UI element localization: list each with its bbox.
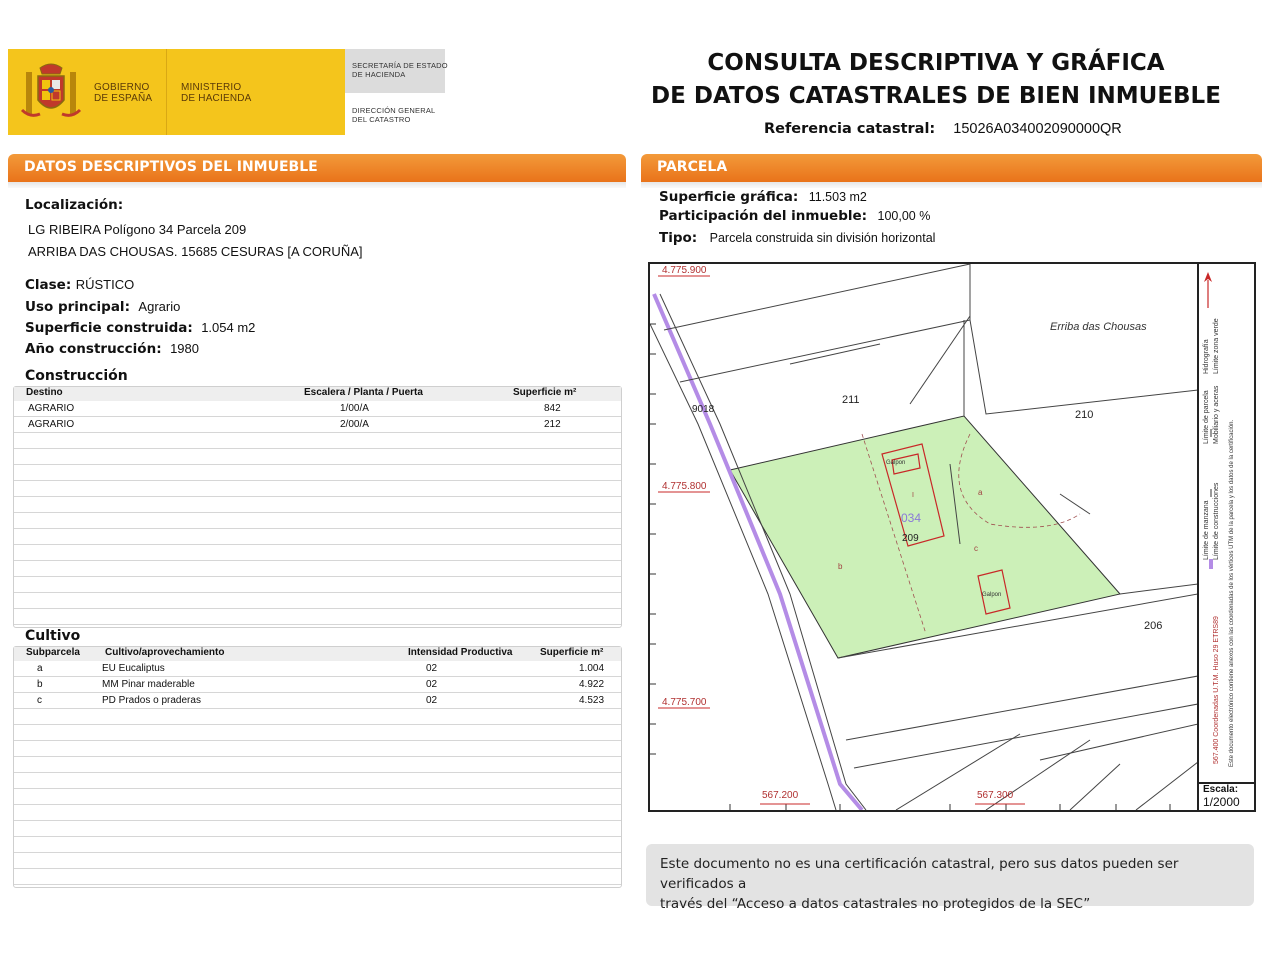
building-label: Galpon <box>982 592 1002 598</box>
gobierno-label <box>94 82 152 104</box>
participacion-row <box>659 207 930 225</box>
page-title-line2: DE DATOS CATASTRALES DE BIEN INMUEBLE <box>651 83 1221 109</box>
empty-row <box>14 853 621 869</box>
cell-subparcela: c <box>37 695 42 706</box>
table-row <box>14 417 621 433</box>
empty-row <box>14 481 621 497</box>
cell-superficie: 4.523 <box>579 695 605 706</box>
cell-superficie: 1.004 <box>579 663 605 674</box>
uso-label: Uso principal: <box>25 299 130 315</box>
empty-row <box>14 529 621 545</box>
referencia-value: 15026A034002090000QR <box>953 121 1122 137</box>
datos-section-header <box>8 154 626 188</box>
empty-row <box>14 609 621 625</box>
col-intensidad: Intensidad Productiva <box>408 647 513 658</box>
empty-row <box>14 433 621 449</box>
tipo-label: Tipo: <box>659 230 698 246</box>
superficie-grafica-value: 11.503 m2 <box>808 190 867 204</box>
superficie-label: Superficie construida: <box>25 320 193 336</box>
empty-row <box>14 497 621 513</box>
legend-coordenadas: 567.400 Coordenadas U.T.M. Huso 29 ETRS89 <box>1213 616 1220 764</box>
cell-superficie: 4.922 <box>579 679 605 690</box>
secretaria-line1: SECRETARÍA DE ESTADO <box>352 61 448 70</box>
logo-divider <box>166 49 167 135</box>
empty-row <box>14 757 621 773</box>
construccion-table-header <box>14 387 621 401</box>
disclaimer-line1: Este documento no es una certificación catastral, pero sus datos pueden ser verificados a <box>660 856 1179 892</box>
cell-intensidad: 02 <box>426 663 438 674</box>
anio-label: Año construcción: <box>25 341 162 357</box>
ministerio-line2: DE HACIENDA <box>181 93 252 104</box>
empty-row <box>14 773 621 789</box>
secretaria-line2: DE HACIENDA <box>352 70 406 79</box>
escala-label: Escala: <box>1203 784 1239 795</box>
legend-limite-parcela: Límite de parcela <box>1203 390 1210 444</box>
col-superficie: Superficie m² <box>513 387 577 398</box>
empty-row <box>14 821 621 837</box>
page-title-line1: CONSULTA DESCRIPTIVA Y GRÁFICA <box>707 50 1165 76</box>
datos-section-title: DATOS DESCRIPTIVOS DEL INMUEBLE <box>8 154 626 182</box>
building-label: Galpon <box>886 460 906 466</box>
coord-y-label: 4.775.800 <box>662 481 707 492</box>
tipo-row <box>659 229 935 247</box>
cell-subparcela: b <box>37 679 43 690</box>
referencia-catastral <box>764 121 1122 137</box>
construccion-empty-rows <box>14 433 621 625</box>
coord-x-label: 567.200 <box>762 790 799 801</box>
legend-limite-manzana: Límite de manzana <box>1203 500 1210 560</box>
cultivo-table <box>13 646 622 888</box>
superficie-row <box>25 319 255 337</box>
datos-section-shadow <box>8 182 626 188</box>
cell-escalera: 2/00/A <box>340 419 369 430</box>
subparcel-label: c <box>974 544 978 553</box>
parcel-number-label: 206 <box>1144 620 1163 632</box>
parcel-number-label: 9018 <box>692 404 715 415</box>
localizacion-line1: LG RIBEIRA Polígono 34 Parcela 209 <box>28 222 247 237</box>
cell-destino: AGRARIO <box>28 403 75 414</box>
ministerio-label <box>181 82 252 104</box>
empty-row <box>14 561 621 577</box>
legend-hidrografia: Hidrografía <box>1203 339 1210 374</box>
anio-row <box>25 340 199 358</box>
construccion-title: Construcción <box>25 368 128 384</box>
participacion-value: 100,00 % <box>877 209 931 223</box>
cell-superficie: 212 <box>544 419 561 430</box>
empty-row <box>14 545 621 561</box>
cell-cultivo: PD Prados o praderas <box>102 695 201 706</box>
place-name-label: Erriba das Chousas <box>1050 321 1147 333</box>
participacion-label: Participación del inmueble: <box>659 208 868 224</box>
clase-label: Clase: <box>25 277 72 293</box>
empty-row <box>14 789 621 805</box>
empty-row <box>14 805 621 821</box>
anio-value: 1980 <box>170 341 199 356</box>
col-destino: Destino <box>26 387 63 398</box>
superficie-grafica-row <box>659 188 867 206</box>
gobierno-line2: DE ESPAÑA <box>94 93 153 104</box>
legend-mobiliario: Mobiliario y aceras <box>1213 385 1220 444</box>
secretaria-label <box>352 61 448 79</box>
table-row <box>14 677 621 693</box>
map-legend <box>1199 262 1256 784</box>
cell-escalera: 1/00/A <box>340 403 369 414</box>
empty-row <box>14 513 621 529</box>
col-cultivo: Cultivo/aprovechamiento <box>105 647 225 658</box>
table-row <box>14 401 621 417</box>
superficie-grafica-label: Superficie gráfica: <box>659 189 799 205</box>
cultivo-title: Cultivo <box>25 628 81 644</box>
disclaimer-line2: través del “Acceso a datos catastrales no protegidos de la SEC” <box>660 896 1091 912</box>
construccion-table <box>13 386 622 628</box>
cell-subparcela: a <box>37 663 43 674</box>
empty-row <box>14 465 621 481</box>
parcel-number-label: 209 <box>902 533 919 544</box>
empty-row <box>14 577 621 593</box>
table-row <box>14 693 621 709</box>
legend-limite-construcciones: Límite de construcciones <box>1213 482 1220 560</box>
escala-value: 1/2000 <box>1203 795 1240 809</box>
empty-row <box>14 741 621 757</box>
col-subparcela: Subparcela <box>26 647 80 658</box>
coord-x-label: 567.300 <box>977 790 1014 801</box>
clase-value: RÚSTICO <box>75 277 135 292</box>
disclaimer-note <box>646 844 1254 912</box>
empty-row <box>14 837 621 853</box>
empty-row <box>14 869 621 885</box>
tipo-value: Parcela construida sin división horizontal <box>709 231 936 245</box>
localizacion-label: Localización: <box>25 197 124 213</box>
col-superficie: Superficie m² <box>540 647 604 658</box>
empty-row <box>14 449 621 465</box>
cell-destino: AGRARIO <box>28 419 75 430</box>
table-row <box>14 661 621 677</box>
subparcel-label: b <box>838 562 843 571</box>
cadastral-map[interactable] <box>648 262 1199 812</box>
cell-intensidad: 02 <box>426 679 438 690</box>
localizacion-line2: ARRIBA DAS CHOUSAS. 15685 CESURAS [A CORUÑA] <box>28 244 363 259</box>
coat-of-arms-icon <box>20 60 82 124</box>
poligono-number-label: 034 <box>901 511 922 525</box>
cell-intensidad: 02 <box>426 695 438 706</box>
clase-row <box>25 276 134 294</box>
ministerio-line1: MINISTERIO <box>181 82 242 93</box>
north-arrow-icon <box>1203 272 1213 308</box>
empty-row <box>14 593 621 609</box>
col-escalera: Escalera / Planta / Puerta <box>304 387 423 398</box>
gobierno-line1: GOBIERNO <box>94 82 150 93</box>
subparcel-label: a <box>978 488 983 497</box>
direccion-line2: DEL CATASTRO <box>352 115 411 124</box>
uso-row <box>25 298 180 316</box>
coord-y-label: 4.775.700 <box>662 697 707 708</box>
referencia-label: Referencia catastral: <box>764 121 936 137</box>
cell-superficie: 842 <box>544 403 561 414</box>
cell-cultivo: MM Pinar maderable <box>102 679 195 690</box>
coord-y-label: 4.775.900 <box>662 265 707 276</box>
uso-value: Agrario <box>138 299 181 314</box>
empty-row <box>14 725 621 741</box>
legend-nota-documento: Este documento electrónico contiene anexos con las coordenadas de los vértices UTM de la parcela y los datos de la certificación. <box>1229 419 1235 767</box>
parcel-number-label: 210 <box>1075 409 1094 421</box>
parcela-section-title: PARCELA <box>641 154 1262 182</box>
direccion-label <box>352 106 435 124</box>
map-scale <box>1199 782 1256 812</box>
building-label: I <box>912 492 914 499</box>
cultivo-table-header <box>14 647 621 661</box>
parcela-section-header <box>641 154 1262 188</box>
cell-cultivo: EU Eucaliptus <box>102 663 165 674</box>
parcel-number-label: 211 <box>842 394 860 406</box>
empty-row <box>14 709 621 725</box>
legend-zona-verde: Límite zona verde <box>1213 318 1220 374</box>
superficie-value: 1.054 m2 <box>201 320 256 335</box>
direccion-line1: DIRECCIÓN GENERAL <box>352 106 436 115</box>
cultivo-empty-rows <box>14 709 621 885</box>
